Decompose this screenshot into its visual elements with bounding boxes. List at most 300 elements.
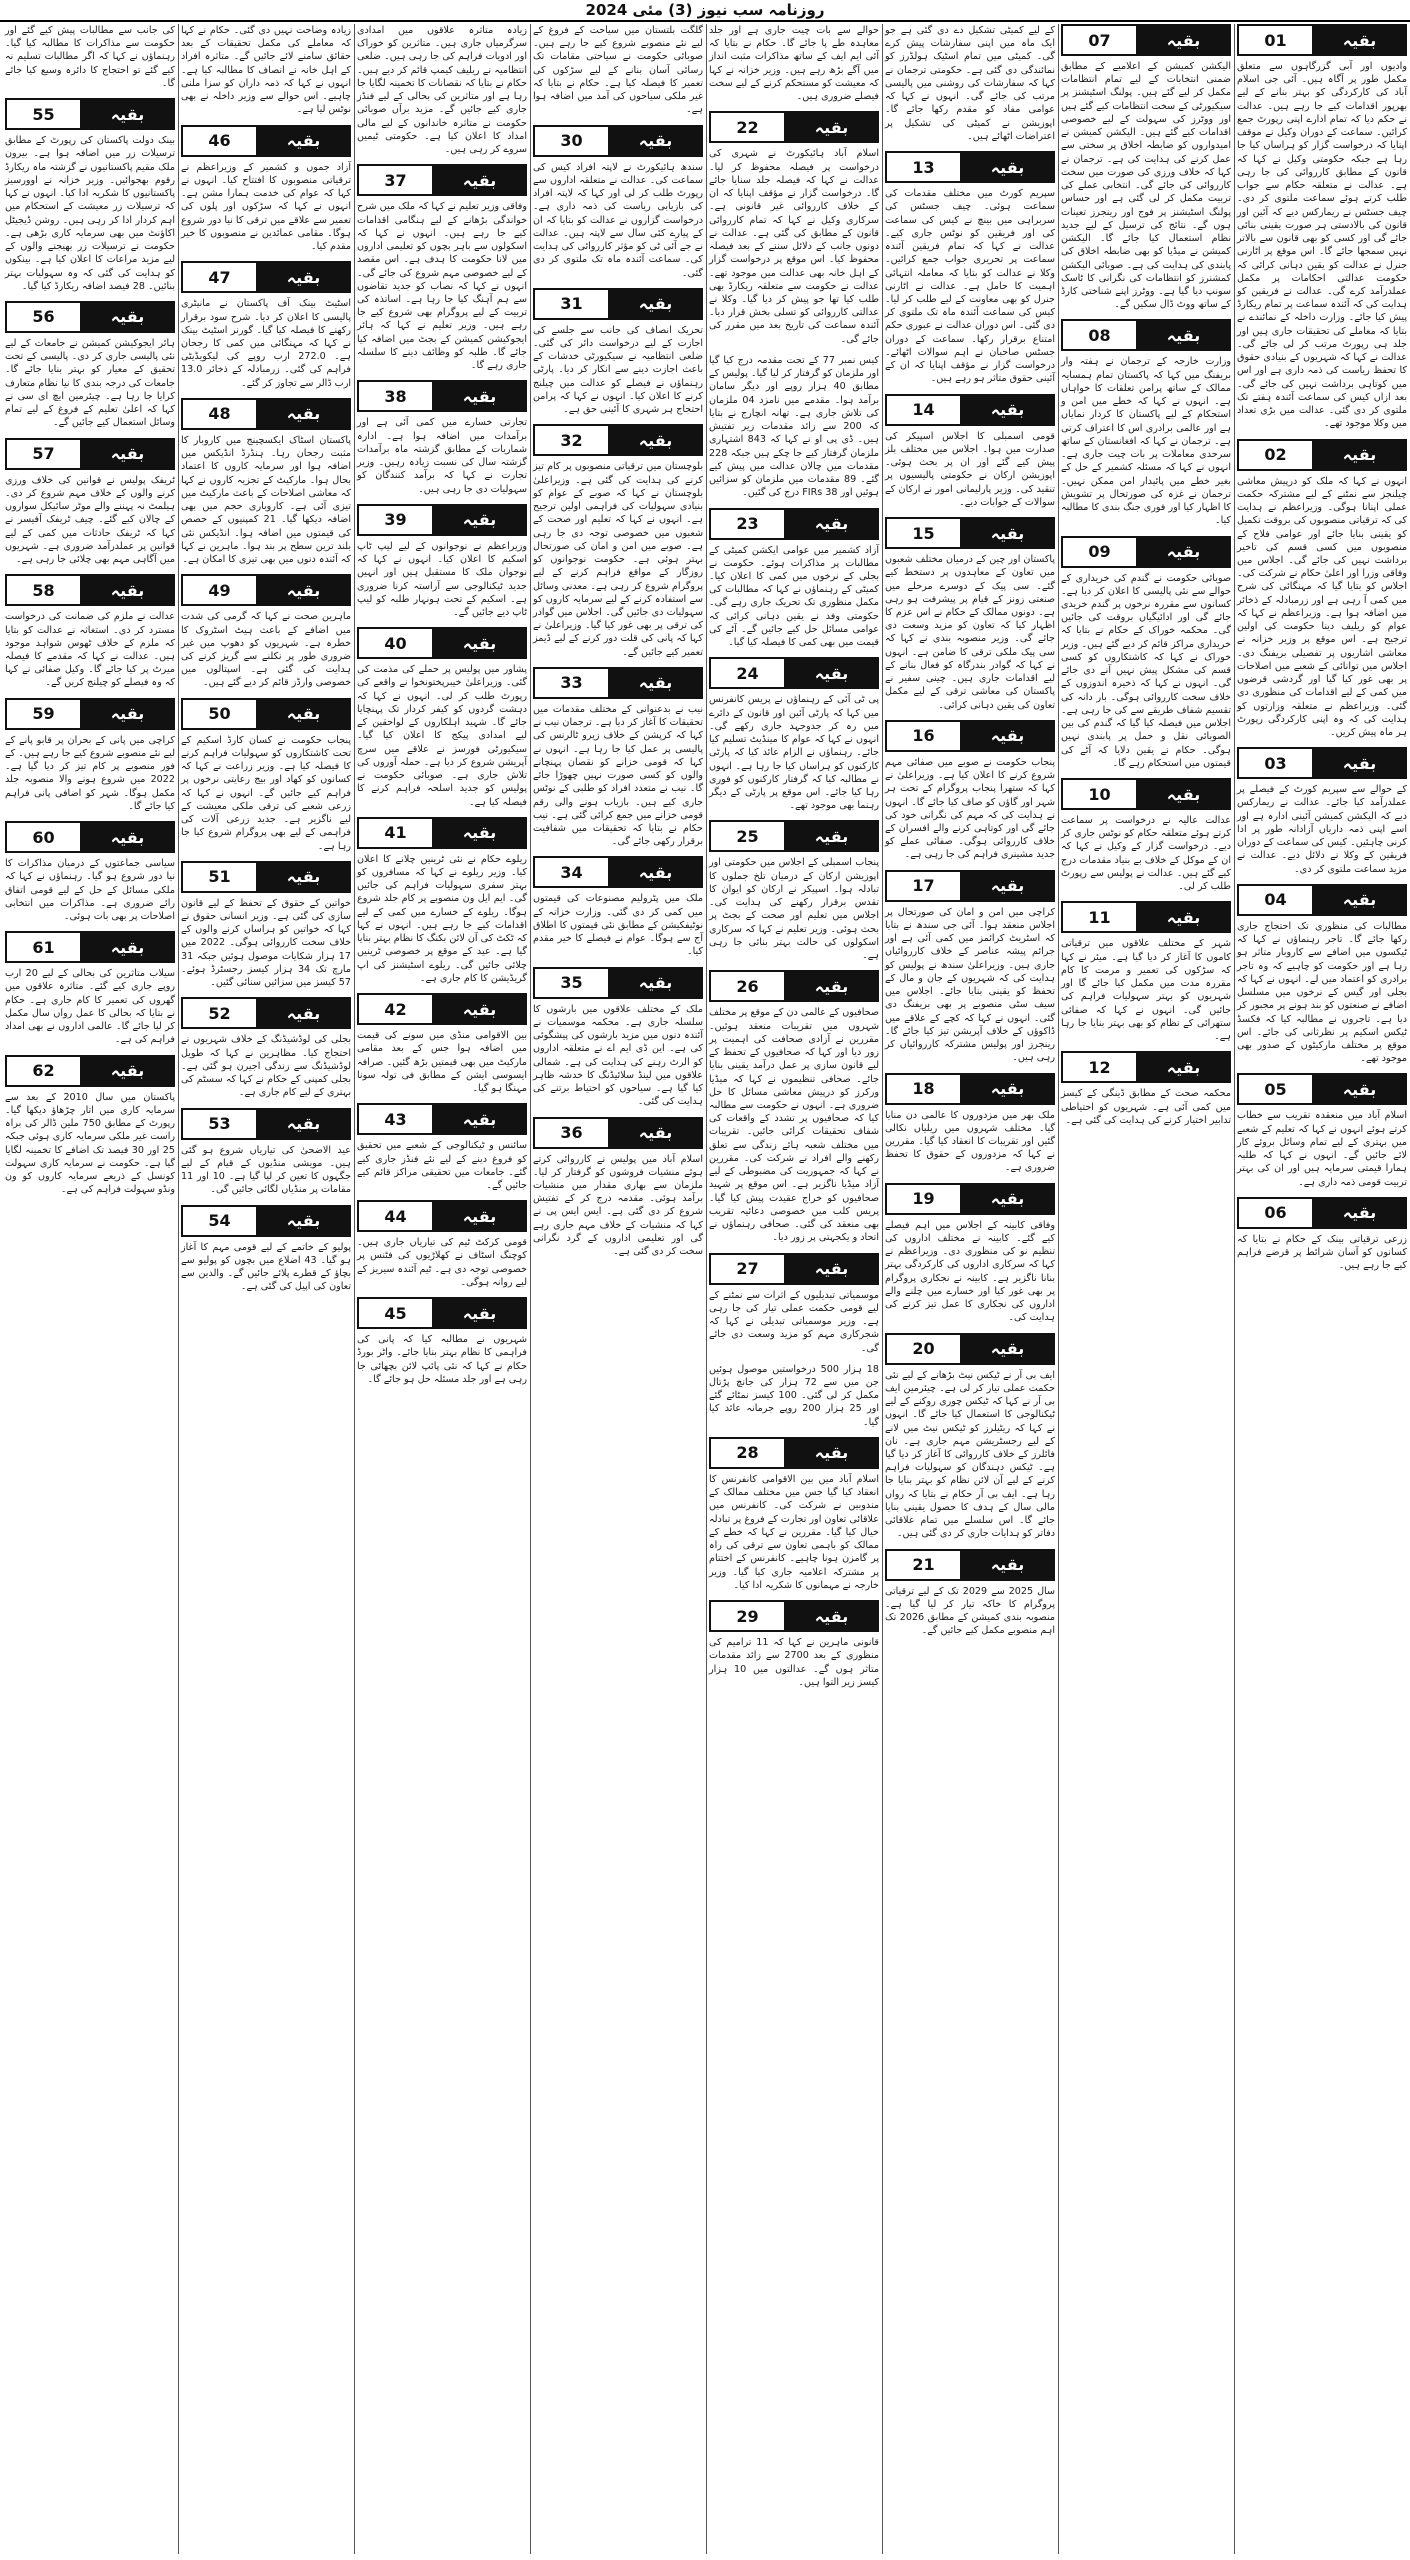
- continuation-number: 25: [711, 822, 786, 850]
- baqiya-badge: بقیہ: [962, 1335, 1053, 1363]
- continuation-header: [885, 1073, 1055, 1105]
- continuation-number: 35: [535, 969, 610, 997]
- baqiya-badge: بقیہ: [962, 519, 1053, 547]
- article-text: شہر کے مختلف علاقوں میں ترقیاتی کاموں کا آغاز کر دیا گیا ہے۔ میئر نے کہا کہ سڑکوں کی تعمیر و مرمت کا کام مقررہ مدت میں مکمل کیا جائے گا اور شہریوں کو بہتر سہولیات فراہم کی جائیں گی۔ انہوں نے کہا کہ صفائی ستھرائی کے نظام کو بھی بہتر بنایا جا رہا ہے۔: [1061, 938, 1231, 1043]
- continuation-number: 54: [183, 1207, 258, 1235]
- continuation-number: 39: [359, 506, 434, 534]
- continuation-block: [1237, 1197, 1407, 1273]
- continuation-block: [1061, 778, 1231, 893]
- continuation-number: 12: [1063, 1053, 1138, 1081]
- continuation-header: [885, 394, 1055, 426]
- continuation-block: [181, 125, 351, 254]
- baqiya-badge: بقیہ: [258, 400, 349, 428]
- article-text: بین الاقوامی منڈی میں سونے کی قیمت میں اضافہ ہوا جس کے بعد مقامی مارکیٹ میں بھی قیمتیں بڑھ گئیں۔ صرافہ ایسوسی ایشن کے مطابق فی تولہ سونا مہنگا ہو گیا۔: [357, 1030, 527, 1095]
- continuation-header: [181, 1205, 351, 1237]
- continuation-header: [357, 627, 527, 659]
- continuation-block: [533, 24, 703, 117]
- continuation-block: [1237, 1073, 1407, 1188]
- continuation-number: 36: [535, 1119, 610, 1147]
- continuation-header: [885, 1183, 1055, 1215]
- article-text: پاکستان اور چین کے درمیان مختلف شعبوں میں تعاون کے معاہدوں پر دستخط کیے گئے۔ سی پیک کے دوسرے مرحلے میں صنعتی زونز کے قیام پر پیشرفت ہو رہی ہے۔ دونوں ممالک کے حکام نے اس عزم کا اظہار کیا کہ تعاون کو مزید وسعت دی جائے گی۔ وزیر منصوبہ بندی نے کہا کہ سی پیک ملکی ترقی کا ضامن ہے۔ انہوں نے کہا کہ گوادر بندرگاہ کو فعال بنانے کے لیے اقدامات جاری ہیں۔ چینی سفیر نے پاکستان کی معاشی ترقی کے لیے مکمل تعاون کی یقین دہانی کرائی۔: [885, 554, 1055, 711]
- continuation-number: 52: [183, 999, 258, 1027]
- continuation-block: [533, 856, 703, 958]
- continuation-number: 43: [359, 1105, 434, 1133]
- continuation-number: 18: [887, 1075, 962, 1103]
- continuation-number: 60: [7, 823, 82, 851]
- continuation-block: [181, 574, 351, 689]
- article-text: سیلاب متاثرین کی بحالی کے لیے 20 ارب روپے جاری کیے گئے۔ متاثرہ علاقوں میں گھروں کی تعمیر کا کام جاری ہے۔ حکام نے بتایا کہ بحالی کا عمل رواں سال مکمل کر لیا جائے گا۔ عالمی اداروں نے بھی امداد فراہم کی ہے۔: [5, 968, 176, 1046]
- baqiya-badge: بقیہ: [258, 127, 349, 155]
- article-text: پنجاب حکومت نے صوبے میں صفائی مہم شروع کرنے کا اعلان کیا ہے۔ وزیراعلیٰ نے کہا کہ ستھرا پنجاب پروگرام کے تحت ہر شہر اور گاؤں کو صاف کیا جائے گا۔ انہوں نے ہدایت کی کہ مہم کی نگرانی خود کی جائے گی اور کوتاہی کرنے والے افسران کے خلاف کارروائی ہوگی۔ صفائی عملے کو جدید مشینری فراہم کی جا رہی ہے۔: [885, 756, 1055, 861]
- continuation-header: [1061, 901, 1231, 933]
- continuation-header: [181, 574, 351, 606]
- continuation-block: [5, 98, 175, 293]
- continuation-header: [357, 993, 527, 1025]
- continuation-block: [181, 861, 351, 990]
- continuation-header: [885, 720, 1055, 752]
- continuation-header: [1237, 439, 1407, 471]
- newspaper-masthead: روزنامہ سب نیوز (3) مئی 2024: [585, 1, 825, 19]
- article-text: پاکستان میں سال 2010 کے بعد سے سرمایہ کاری میں اتار چڑھاؤ دیکھا گیا۔ رپورٹ کے مطابق 750 ملین ڈالر کی براہ راست غیر ملکی سرمایہ کاری ہوئی جبکہ 25 اور 30 فیصد تک اضافے کا تخمینہ لگایا گیا ہے۔ حکومت نے سرمایہ کاری سہولت کونسل کے ذریعے سرمایہ کاروں کو ون ونڈو سہولت فراہم کی ہے۔: [5, 1091, 176, 1196]
- continuation-header: [357, 504, 527, 536]
- article-text: نیب نے بدعنوانی کے مختلف مقدمات میں تحقیقات کا آغاز کر دیا ہے۔ ترجمان نیب نے کہا کہ کرپشن کے خلاف زیرو ٹالرنس کی پالیسی پر عمل کیا جا رہا ہے۔ انہوں نے کہا کہ قومی خزانے کو نقصان پہنچانے والوں کو کسی صورت نہیں چھوڑا جائے گا۔ نیب نے متعدد افراد کو طلبی کے نوٹس جاری کیے ہیں۔ بازیاب ہونے والی رقم قومی خزانے میں جمع کرائی گئی ہے۔ نیب حکام نے بتایا کہ تحقیقات میں شفافیت برقرار رکھی جائے گی۔: [533, 703, 703, 848]
- continuation-number: 20: [887, 1335, 962, 1363]
- news-column: [2, 24, 178, 2554]
- article-text: وفاقی کابینہ کے اجلاس میں اہم فیصلے کیے گئے۔ کابینہ نے مختلف اداروں کی تنظیم نو کی منظوری دی۔ وزیراعظم نے کہا کہ سرکاری اداروں کی کارکردگی بہتر بنانا ناگزیر ہے۔ کابینہ نے نجکاری پروگرام پر بھی غور کیا اور خسارے میں چلنے والے اداروں کی نجکاری کا عمل تیز کرنے کی ہدایت کی۔: [885, 1219, 1055, 1324]
- baqiya-badge: بقیہ: [1314, 1199, 1405, 1227]
- continuation-header: [885, 1333, 1055, 1365]
- baqiya-badge: بقیہ: [1314, 26, 1405, 54]
- baqiya-badge: بقیہ: [610, 426, 701, 454]
- continuation-block: [357, 817, 527, 985]
- continuation-block: [357, 993, 527, 1095]
- continuation-number: 44: [359, 1202, 434, 1230]
- continuation-header: [885, 1549, 1055, 1581]
- article-text: پنجاب اسمبلی کے اجلاس میں حکومتی اور اپوزیشن ارکان کے درمیان تلخ جملوں کا تبادلہ ہوا۔ اسپیکر نے ارکان کو ایوان کا تقدس برقرار رکھنے کی ہدایت کی۔ اجلاس میں تعلیم اور صحت کے بجٹ پر بحث ہوئی۔ وزیر تعلیم نے کہا کہ سرکاری اسکولوں کی حالت بہتر بنائی جا رہی ہے۔: [709, 857, 879, 962]
- article-text: کے لیے کمیٹی تشکیل دے دی گئی ہے جو ایک ماہ میں اپنی سفارشات پیش کرے گی۔ کمیٹی میں تمام اسٹیک ہولڈرز کو نمائندگی دی گئی ہے۔ حکومتی ترجمان نے کہا کہ سفارشات کی روشنی میں پالیسی مرتب کی جائے گی۔ انہوں نے کہا کہ عوامی مفاد کو مقدم رکھا جائے گا۔ اپوزیشن نے کمیٹی کی تشکیل پر اعتراضات اٹھائے ہیں۔: [885, 25, 1055, 142]
- continuation-block: [357, 1200, 527, 1289]
- baqiya-badge: بقیہ: [82, 823, 173, 851]
- article-text: زیادہ متاثرہ علاقوں میں امدادی سرگرمیاں جاری ہیں۔ متاثرین کو خوراک اور ادویات فراہم کی جا رہی ہیں۔ ضلعی انتظامیہ نے ریلیف کیمپ قائم کر دیے ہیں۔ حکام نے بتایا کہ نقصانات کا تخمینہ لگایا جا رہا ہے اور متاثرین کی بحالی کے لیے فنڈز جاری کیے جائیں گے۔ مزید برآں صوبائی حکومت نے متاثرہ خاندانوں کے لیے مالی امداد کا اعلان کیا ہے۔ حکومتی ٹیمیں سروے کر رہی ہیں۔: [357, 25, 527, 156]
- continuation-block: [1061, 536, 1231, 771]
- continuation-block: [709, 1253, 879, 1355]
- article-text: تجارتی خسارے میں کمی آئی ہے اور برآمدات میں اضافہ ہوا ہے۔ ادارہ شماریات کے مطابق گزشتہ ماہ برآمدات گزشتہ سال کی نسبت زیادہ رہیں۔ وزیر تجارت نے کہا کہ برآمد کنندگان کو سہولیات دی جا رہی ہیں۔: [357, 417, 527, 495]
- baqiya-badge: بقیہ: [610, 969, 701, 997]
- baqiya-badge: بقیہ: [258, 700, 349, 728]
- baqiya-badge: بقیہ: [786, 1602, 877, 1630]
- continuation-block: [885, 870, 1055, 1065]
- baqiya-badge: بقیہ: [434, 629, 525, 657]
- baqiya-badge: بقیہ: [82, 1057, 173, 1085]
- baqiya-badge: بقیہ: [962, 396, 1053, 424]
- continuation-header: [181, 398, 351, 430]
- continuation-number: 21: [887, 1551, 962, 1579]
- baqiya-badge: بقیہ: [258, 263, 349, 291]
- continuation-header: [533, 967, 703, 999]
- continuation-header: [885, 870, 1055, 902]
- continuation-header: [709, 1437, 879, 1469]
- baqiya-badge: بقیہ: [962, 722, 1053, 750]
- article-text: ملک کے مختلف علاقوں میں بارشوں کا سلسلہ جاری ہے۔ محکمہ موسمیات نے آئندہ دنوں میں مزید بارشوں کی پیشگوئی کی ہے۔ این ڈی ایم اے نے متعلقہ اداروں کو الرٹ رہنے کی ہدایت کی ہے۔ شمالی علاقوں میں لینڈ سلائیڈنگ کا خدشہ ظاہر کیا گیا ہے۔ سیاحوں کو احتیاط برتنے کی ہدایت کی گئی۔: [533, 1003, 703, 1108]
- continuation-header: [709, 1253, 879, 1285]
- article-text: بینک دولت پاکستان کی رپورٹ کے مطابق ترسیلات زر میں اضافہ ہوا ہے۔ بیرون ملک مقیم پاکستانیوں نے گزشتہ ماہ ریکارڈ رقوم بھجوائیں۔ وزیر خزانہ نے اوورسیز پاکستانیوں کا شکریہ ادا کیا۔ انہوں نے کہا کہ ترسیلات زر معیشت کے استحکام میں اہم کردار ادا کر رہی ہیں۔ روشن ڈیجیٹل اکاؤنٹ میں بھی سرمایہ کاری بڑھی ہے۔ حکومت نے ترسیلات زر بھیجنے والوں کے لیے مزید مراعات کا اعلان کیا ہے۔ بینکوں کو ہدایت کی گئی کہ وہ سہولیات بہتر بنائیں۔ 28 فیصد اضافہ ریکارڈ کیا گیا۔: [5, 135, 175, 292]
- article-text: وادیوں اور آبی گزرگاہوں سے متعلق مکمل طور پر آگاہ ہیں۔ آئی جی اسلام آباد کی کارکردگی کو بہتر بنانے کے لیے بھرپور اقدامات کیے جا رہے ہیں۔ عدالت نے حکم دیا کہ تمام ادارے اپنی رپورٹ جمع کرائیں۔ سماعت کے دوران وکیل نے موقف اپنایا کہ درخواست گزار کو ہراساں کیا جا رہا ہے جبکہ حکومتی وکیل نے کہا کہ قانون کے مطابق کارروائی کی جا رہی ہے۔ عدالت نے متعلقہ حکام سے جواب طلب کرتے ہوئے سماعت ملتوی کر دی۔ چیف جسٹس نے ریمارکس دیے کہ آئین اور قانون کی بالادستی ہر صورت یقینی بنائی جائے گی اور کسی کو بھی قانون سے بالاتر نہیں سمجھا جائے گا۔ اس موقع پر اٹارنی جنرل نے عدالت کو یقین دہانی کرائی کہ حکومت عدالتی احکامات پر مکمل عملدرآمد کرے گی۔ عدالت نے فریقین کو ہدایت کی کہ آئندہ سماعت پر تمام ریکارڈ پیش کیا جائے۔ وزارت داخلہ کے نمائندے نے بتایا کہ معاملے کی تحقیقات جاری ہیں اور جلد ہی رپورٹ مرتب کر لی جائے گی۔ عدالت نے کہا کہ شہریوں کے بنیادی حقوق کا تحفظ ریاست کی ذمہ داری ہے اور اس میں کوتاہی برداشت نہیں کی جائے گی۔ بعد ازاں کیس کی سماعت آئندہ ہفتے تک ملتوی کر دی گئی۔ عدالت میں بڑی تعداد میں وکلا موجود تھے۔: [1237, 61, 1407, 430]
- baqiya-badge: بقیہ: [434, 1299, 525, 1327]
- baqiya-badge: بقیہ: [258, 1110, 349, 1138]
- continuation-block: [357, 1297, 527, 1386]
- baqiya-badge: بقیہ: [1138, 1053, 1229, 1081]
- article-text: موسمیاتی تبدیلیوں کے اثرات سے نمٹنے کے لیے قومی حکمت عملی تیار کی جا رہی ہے۔ وزیر موسمیاتی تبدیلی نے کہا کہ شجرکاری مہم کو مزید وسعت دی جائے گی۔: [709, 1289, 879, 1354]
- continuation-block: [1061, 901, 1231, 1043]
- continuation-number: 58: [7, 576, 82, 604]
- continuation-number: 29: [711, 1602, 786, 1630]
- continuation-block: [357, 164, 527, 372]
- article-text: حوالے سے بات چیت جاری ہے اور جلد معاہدہ طے پا جائے گا۔ حکام نے بتایا کہ آئی ایم ایف کے ساتھ مذاکرات مثبت انداز میں آگے بڑھ رہے ہیں۔ وزیر خزانہ نے کہا کہ معیشت کو مستحکم کرنے کے لیے سخت فیصلے ضروری ہیں۔: [709, 25, 879, 103]
- article-text: زرعی ترقیاتی بینک کے حکام نے بتایا کہ کسانوں کو آسان شرائط پر قرضے فراہم کیے جا رہے ہیں۔: [1237, 1233, 1407, 1272]
- baqiya-badge: بقیہ: [1314, 749, 1405, 777]
- article-text: اسلام آباد ہائیکورٹ نے شہری کی درخواست پر فیصلہ محفوظ کر لیا۔ عدالت نے کہا کہ فیصلہ جلد سنایا جائے گا۔ درخواست گزار نے مؤقف اپنایا کہ ان کے خلاف کارروائی غیر قانونی ہے۔ سرکاری وکیل نے کہا کہ تمام کارروائی قانون کے مطابق کی گئی ہے۔ عدالت نے دونوں جانب کے دلائل سننے کے بعد فیصلہ محفوظ کیا۔ اس موقع پر درخواست گزار کے اہل خانہ بھی عدالت میں موجود تھے۔ عدالت نے حکومت سے متعلقہ ریکارڈ بھی طلب کیا تھا جو پیش کر دیا گیا۔ وکلا نے عدالتی کارروائی کو تسلی بخش قرار دیا۔ آئندہ سماعت کی تاریخ بعد میں مقرر کی جائے گی۔: [709, 148, 879, 345]
- continuation-block: [5, 438, 175, 567]
- article-text: زیادہ وضاحت نہیں دی گئی۔ حکام نے کہا کہ معاملے کی مکمل تحقیقات کے بعد حقائق سامنے لائے جائیں گے۔ متاثرہ افراد کے اہل خانہ نے انصاف کا مطالبہ کیا ہے۔ انہوں نے کہا کہ ذمہ داران کو سزا ملنی چاہیے۔ اس حوالے سے وزیر داخلہ نے بھی نوٹس لیا ہے۔: [181, 25, 351, 116]
- baqiya-badge: بقیہ: [258, 1207, 349, 1235]
- article-text: ہائر ایجوکیشن کمیشن نے جامعات کے لیے نئی پالیسی جاری کر دی۔ پالیسی کے تحت تحقیق کے معیار کو بہتر بنایا جائے گا۔ جامعات کی درجہ بندی کا نیا نظام متعارف کرایا جا رہا ہے۔ چیئرمین ایچ ای سی نے کہا کہ اعلیٰ تعلیم کے فروغ کے لیے تمام وسائل استعمال کیے جائیں گے۔: [5, 337, 175, 429]
- continuation-header: [1237, 747, 1407, 779]
- baqiya-badge: بقیہ: [610, 669, 701, 697]
- continuation-block: [709, 508, 879, 650]
- continuation-block: [885, 720, 1055, 862]
- continuation-number: 03: [1239, 749, 1314, 777]
- article-text: شہریوں نے مطالبہ کیا کہ پانی کی فراہمی کا نظام بہتر بنایا جائے۔ واٹر بورڈ حکام نے کہا کہ نئی پائپ لائن بچھائی جا رہی ہے اور جلد مسئلہ حل ہو جائے گا۔: [357, 1334, 527, 1385]
- continuation-block: [533, 1117, 703, 1259]
- continuation-number: 53: [183, 1110, 258, 1138]
- continuation-number: 33: [535, 669, 610, 697]
- article-text: کیس نمبر 77 کے تحت مقدمہ درج کیا گیا اور ملزمان کو گرفتار کر لیا گیا۔ پولیس کے مطابق 40 ہزار روپے اور دیگر سامان برآمد ہوا۔ مقدمے میں نامزد 04 ملزمان کی تلاش جاری ہے۔ تھانہ انچارج نے بتایا کہ 200 سے زائد مقدمات زیر تفتیش ہیں۔ ڈی پی او نے کہا کہ 843 اشتہاری ملزمان گرفتار کیے جا چکے ہیں جبکہ 228 مقدمات میں چالان عدالت میں پیش کیے گئے۔ 89 مقدمات میں ملزمان کو سزائیں ہوئیں اور 38 FIRs درج کی گئیں۔: [709, 354, 880, 499]
- baqiya-badge: بقیہ: [434, 819, 525, 847]
- column-divider: [530, 24, 531, 2554]
- continuation-block: [709, 111, 879, 346]
- continuation-header: [357, 1103, 527, 1135]
- continuation-number: 55: [7, 100, 82, 128]
- baqiya-badge: بقیہ: [82, 303, 173, 331]
- continuation-header: [1061, 319, 1231, 351]
- continuation-header: [181, 698, 351, 730]
- baqiya-badge: بقیہ: [962, 1185, 1053, 1213]
- continuation-number: 41: [359, 819, 434, 847]
- news-column: [530, 24, 706, 2554]
- article-text: سال 2025 سے 2029 تک کے لیے ترقیاتی پروگرام کا خاکہ تیار کر لیا گیا ہے۔ منصوبہ بندی کمیشن کے مطابق 2026 تک اہم منصوبے مکمل کیے جائیں گے۔: [885, 1585, 1056, 1637]
- article-text: ملک بھر میں مزدوروں کا عالمی دن منایا گیا۔ مختلف شہروں میں ریلیاں نکالی گئیں اور تقریبات کا انعقاد کیا گیا۔ مقررین نے کہا کہ مزدوروں کے حقوق کا تحفظ ضروری ہے۔: [885, 1109, 1055, 1174]
- continuation-block: [709, 970, 879, 1244]
- continuation-block: [885, 1549, 1055, 1638]
- column-divider: [178, 24, 179, 2554]
- continuation-block: [885, 24, 1055, 143]
- continuation-header: [5, 821, 175, 853]
- continuation-number: 17: [887, 872, 962, 900]
- article-text: قانونی ماہرین نے کہا کہ 11 ترامیم کی منظوری کے بعد 2700 سے زائد مقدمات متاثر ہوں گے۔ عدالتوں میں 10 ہزار کیسز زیر التوا ہیں۔: [709, 1637, 879, 1688]
- article-text: بجلی کی لوڈشیڈنگ کے خلاف شہریوں نے احتجاج کیا۔ مظاہرین نے کہا کہ طویل لوڈشیڈنگ سے زندگی اجیرن ہو گئی ہے۔ بجلی کمپنی کے حکام نے کہا کہ سسٹم کی بہتری کے لیے کام جاری ہے۔: [181, 1034, 351, 1099]
- column-divider: [1058, 24, 1059, 2554]
- continuation-number: 23: [711, 510, 786, 538]
- continuation-number: 56: [7, 303, 82, 331]
- baqiya-badge: بقیہ: [1314, 441, 1405, 469]
- continuation-header: [709, 820, 879, 852]
- article-text: صحافیوں کے عالمی دن کے موقع پر مختلف شہروں میں تقریبات منعقد ہوئیں۔ مقررین نے آزادی صحافت کی اہمیت پر زور دیا اور کہا کہ صحافیوں کے تحفظ کے لیے قانون سازی پر عمل درآمد یقینی بنایا جائے۔ صحافی تنظیموں نے کہا کہ میڈیا ورکرز کو درپیش معاشی مسائل کا حل ضروری ہے۔ انہوں نے حکومت سے مطالبہ کیا کہ صحافیوں پر تشدد کے واقعات کی شفاف تحقیقات کرائی جائیں۔ تقریبات میں مختلف شعبہ ہائے زندگی سے تعلق رکھنے والے افراد نے شرکت کی۔ مقررین نے کہا کہ جمہوریت کی مضبوطی کے لیے آزاد میڈیا ناگزیر ہے۔ اس موقع پر شہید صحافیوں کو خراج عقیدت پیش کیا گیا۔ پریس کلب میں خصوصی دعائیہ تقریب بھی منعقد کی گئی۔ صحافی رہنماؤں نے اتحاد و یکجہتی پر زور دیا۔: [709, 1007, 879, 1244]
- continuation-block: [533, 424, 703, 659]
- baqiya-badge: بقیہ: [434, 506, 525, 534]
- baqiya-badge: بقیہ: [82, 100, 173, 128]
- continuation-header: [1061, 24, 1231, 56]
- continuation-number: 06: [1239, 1199, 1314, 1227]
- news-column: [1058, 24, 1234, 2554]
- article-text: انہوں نے کہا کہ ملک کو درپیش معاشی چیلنجز سے نمٹنے کے لیے مشترکہ حکمت عملی اپنانا ہوگی۔ وزیراعظم نے ہدایت کی کہ ترقیاتی منصوبوں کی بروقت تکمیل کو یقینی بنایا جائے اور عوامی فلاح کے منصوبوں میں کسی قسم کی تاخیر برداشت نہیں کی جائے گی۔ اجلاس میں وفاقی وزرا اور اعلیٰ حکام نے شرکت کی۔ اجلاس کو بتایا گیا کہ مہنگائی کی شرح میں کمی آ رہی ہے اور زرمبادلہ کے ذخائر میں اضافہ ہوا ہے۔ وزیراعظم نے کہا کہ عوام کو ریلیف دینا حکومت کی اولین ترجیح ہے۔ اس موقع پر وزیر خزانہ نے معاشی اشاریوں پر تفصیلی بریفنگ دی۔ اجلاس میں توانائی کے شعبے میں اصلاحات پر بھی غور کیا گیا اور گردشی قرضوں میں کمی کے لیے اقدامات کی منظوری دی گئی۔ وزیراعظم نے متعلقہ وزارتوں کو ہدایت کی کہ وہ اپنی کارکردگی رپورٹ ہر ماہ پیش کریں۔: [1237, 475, 1407, 739]
- article-text: صوبائی حکومت نے گندم کی خریداری کے حوالے سے نئی پالیسی کا اعلان کر دیا ہے۔ کسانوں سے مقررہ نرخوں پر گندم خریدی جائے گی اور ادائیگیاں بروقت کی جائیں گی۔ محکمہ خوراک کے حکام نے بتایا کہ خریداری مراکز قائم کر دیے گئے ہیں۔ وزیر خوراک نے کہا کہ کاشتکاروں کو کسی قسم کی مشکل پیش نہیں آنے دی جائے گی۔ انہوں نے کہا کہ ذخیرہ اندوزوں کے خلاف سخت کارروائی ہوگی۔ بار دانہ کی تقسیم شفاف طریقے سے کی جا رہی ہے۔ اجلاس میں فیصلہ کیا گیا کہ گندم کی بین الصوبائی نقل و حمل پر پابندی نہیں ہوگی۔ حکام نے یقین دلایا کہ آٹے کی قیمتوں میں استحکام رہے گا۔: [1061, 572, 1231, 769]
- continuation-number: 38: [359, 382, 434, 410]
- news-column: [1234, 24, 1410, 2554]
- continuation-header: [181, 997, 351, 1029]
- column-divider: [882, 24, 883, 2554]
- continuation-block: [357, 504, 527, 619]
- continuation-header: [357, 817, 527, 849]
- continuation-number: 61: [7, 933, 82, 961]
- continuation-block: [709, 820, 879, 962]
- continuation-number: 27: [711, 1255, 786, 1283]
- continuation-number: 30: [535, 127, 610, 155]
- continuation-block: [885, 1183, 1055, 1325]
- baqiya-badge: بقیہ: [962, 1075, 1053, 1103]
- continuation-block: [357, 24, 527, 156]
- article-text: 18 ہزار 500 درخواستیں موصول ہوئیں جن میں سے 72 ہزار کی جانچ پڑتال مکمل کر لی گئی۔ 100 کیسز نمٹائے گئے اور 25 ہزار 200 روپے جرمانہ عائد کیا گیا۔: [709, 1363, 880, 1428]
- continuation-header: [5, 574, 175, 606]
- continuation-block: [709, 354, 879, 500]
- article-text: ماہرین صحت نے کہا کہ گرمی کی شدت میں اضافے کے باعث ہیٹ اسٹروک کا خطرہ ہے۔ شہریوں کو دھوپ میں غیر ضروری طور پر نکلنے سے گریز کرنے کی ہدایت کی گئی ہے۔ اسپتالوں میں خصوصی وارڈز قائم کر دیے گئے ہیں۔: [181, 611, 351, 689]
- continuation-header: [709, 657, 879, 689]
- continuation-header: [885, 151, 1055, 183]
- continuation-block: [181, 1205, 351, 1294]
- article-text: آزاد جموں و کشمیر کے وزیراعظم نے ترقیاتی منصوبوں کا افتتاح کیا۔ انہوں نے کہا کہ عوام کی خدمت ہمارا مشن ہے۔ انہوں نے کہا کہ سڑکوں اور پلوں کی تعمیر سے علاقے میں ترقی کا نیا دور شروع ہوگا۔ مقامی عمائدین نے منصوبوں کا خیر مقدم کیا۔: [181, 161, 351, 253]
- continuation-block: [709, 1437, 879, 1592]
- continuation-block: [181, 997, 351, 1099]
- continuation-number: 15: [887, 519, 962, 547]
- continuation-header: [181, 861, 351, 893]
- continuation-number: 49: [183, 576, 258, 604]
- article-text: عدالت عالیہ نے درخواست پر سماعت کرتے ہوئے متعلقہ حکام کو نوٹس جاری کر دیے۔ درخواست گزار کے وکیل نے کہا کہ ان کے موکل کے خلاف بے بنیاد مقدمات درج کیے گئے ہیں۔ عدالت نے پولیس سے رپورٹ طلب کر لی۔: [1061, 815, 1231, 893]
- continuation-number: 24: [711, 659, 786, 687]
- continuation-header: [1061, 778, 1231, 810]
- continuation-number: 28: [711, 1439, 786, 1467]
- baqiya-badge: بقیہ: [434, 382, 525, 410]
- baqiya-badge: بقیہ: [258, 576, 349, 604]
- article-text: پاکستان اسٹاک ایکسچینج میں کاروبار کا مثبت رجحان رہا۔ ہنڈرڈ انڈیکس میں اضافہ ہوا اور سرمایہ کاروں کا اعتماد بحال ہوا۔ مارکیٹ کے تجزیہ کاروں نے کہا کہ معاشی اصلاحات کے باعث مارکیٹ میں تیزی آئی ہے۔ کاروباری حجم میں بھی اضافہ دیکھا گیا۔ 21 کمپنیوں کے حصص کی قیمتوں میں اضافہ ہوا۔ انڈیکس نئی بلند ترین سطح پر بند ہوا۔ ماہرین نے کہا کہ آئندہ دنوں میں بھی تیزی کا امکان ہے۔: [181, 434, 351, 566]
- baqiya-badge: بقیہ: [434, 166, 525, 194]
- continuation-number: 40: [359, 629, 434, 657]
- continuation-header: [357, 164, 527, 196]
- continuation-header: [533, 667, 703, 699]
- article-text: عدالت نے ملزم کی ضمانت کی درخواست مسترد کر دی۔ استغاثہ نے عدالت کو بتایا کہ ملزم کے خلاف ٹھوس شواہد موجود ہیں۔ عدالت نے کہا کہ مقدمے کا فیصلہ میرٹ پر کیا جائے گا۔ وکیل صفائی نے کہا کہ وہ فیصلے کو چیلنج کریں گے۔: [5, 611, 175, 689]
- continuation-header: [357, 380, 527, 412]
- continuation-block: [533, 288, 703, 417]
- continuation-block: [1061, 319, 1231, 527]
- continuation-block: [5, 574, 175, 689]
- article-text: سائنس و ٹیکنالوجی کے شعبے میں تحقیق کو فروغ دینے کے لیے نئے فنڈز جاری کیے گئے۔ جامعات میں تحقیقی مراکز قائم کیے جائیں گے۔: [357, 1140, 527, 1191]
- continuation-block: [709, 657, 879, 812]
- continuation-number: 07: [1063, 26, 1138, 54]
- continuation-number: 51: [183, 863, 258, 891]
- continuation-block: [533, 667, 703, 849]
- article-text: قومی اسمبلی کا اجلاس اسپیکر کی صدارت میں ہوا۔ اجلاس میں مختلف بلز پیش کیے گئے اور ان پر بحث ہوئی۔ اپوزیشن ارکان نے حکومتی پالیسیوں پر تنقید کی۔ وزیر پارلیمانی امور نے ارکان کے سوالات کے جوابات دیے۔: [885, 430, 1055, 508]
- continuation-number: 02: [1239, 441, 1314, 469]
- column-divider: [706, 24, 707, 2554]
- continuation-header: [533, 424, 703, 456]
- article-text: اسلام آباد میں منعقدہ تقریب سے خطاب کرتے ہوئے انہوں نے کہا کہ تعلیم کے شعبے میں بہتری کے لیے تمام وسائل بروئے کار لائے جائیں گے۔ انہوں نے کہا کہ طلبہ ہمارا قیمتی سرمایہ ہیں اور ان کی بہتر تربیت قومی ذمہ داری ہے۔: [1237, 1110, 1407, 1188]
- continuation-block: [885, 1073, 1055, 1175]
- continuation-number: 47: [183, 263, 258, 291]
- baqiya-badge: بقیہ: [82, 933, 173, 961]
- article-text: اسٹیٹ بینک آف پاکستان نے مانیٹری پالیسی کا اعلان کر دیا۔ شرح سود برقرار رکھنے کا فیصلہ کیا گیا۔ گورنر اسٹیٹ بینک نے کہا کہ مہنگائی میں کمی کا رجحان ہے۔ 272.0 ارب روپے کی لیکویڈیٹی فراہم کی گئی۔ زرمبادلہ کے ذخائر 13.0 ارب ڈالر سے تجاوز کر گئے۔: [181, 298, 351, 389]
- baqiya-badge: بقیہ: [610, 1119, 701, 1147]
- news-column: [178, 24, 354, 2554]
- continuation-block: [5, 24, 175, 90]
- article-text: آزاد کشمیر میں عوامی ایکشن کمیٹی کے مطالبات پر مذاکرات ہوئے۔ حکومت نے بجلی کے نرخوں میں کمی کا اعلان کیا۔ کمیٹی کے رہنماؤں نے کہا کہ مطالبات کی مکمل منظوری تک تحریک جاری رہے گی۔ حکومتی وفد نے یقین دہانی کرائی کہ عوامی مسائل حل کیے جائیں گے۔ آٹے کی قیمت میں بھی کمی کا فیصلہ کیا گیا۔: [709, 544, 879, 649]
- continuation-block: [885, 1333, 1055, 1541]
- baqiya-badge: بقیہ: [258, 999, 349, 1027]
- continuation-block: [1061, 1051, 1231, 1127]
- continuation-number: 34: [535, 858, 610, 886]
- baqiya-badge: بقیہ: [1314, 1075, 1405, 1103]
- continuation-number: 45: [359, 1299, 434, 1327]
- article-text: ٹریفک پولیس نے قوانین کی خلاف ورزی کرنے والوں کے خلاف مہم شروع کر دی۔ ہیلمٹ نہ پہننے والے موٹر سائیکل سواروں کے چالان کیے گئے۔ چیف ٹریفک آفیسر نے کہا کہ ٹریفک حادثات میں کمی کے لیے قوانین پر عملدرآمد ضروری ہے۔ شہریوں میں آگاہی مہم بھی چلائی جا رہی ہے۔: [5, 474, 175, 566]
- continuation-header: [1061, 1051, 1231, 1083]
- article-text: کی جانب سے مطالبات پیش کیے گئے اور حکومت سے مذاکرات کا مطالبہ کیا گیا۔ رہنماؤں نے کہا کہ اگر مطالبات تسلیم نہ کیے گئے تو احتجاج کا دائرہ وسیع کیا جائے گا۔: [5, 25, 175, 89]
- article-text: پولیو کے خاتمے کے لیے قومی مہم کا آغاز ہو گیا۔ 43 اضلاع میں بچوں کو پولیو سے بچاؤ کے قطرے پلائے جائیں گے۔ والدین سے تعاون کی اپیل کی گئی ہے۔: [181, 1241, 351, 1293]
- continuation-header: [357, 1297, 527, 1329]
- baqiya-badge: بقیہ: [1138, 26, 1229, 54]
- baqiya-badge: بقیہ: [786, 822, 877, 850]
- article-text: سندھ ہائیکورٹ نے لاپتہ افراد کیس کی سماعت کی۔ عدالت نے متعلقہ اداروں سے رپورٹ طلب کر لی اور کہا کہ لاپتہ افراد کی بازیابی ریاست کی ذمہ داری ہے۔ درخواست گزاروں نے عدالت کو بتایا کہ ان کے پیارے کئی سال سے لاپتہ ہیں۔ عدالت نے جے آئی ٹی کو مؤثر کارروائی کی ہدایت کی۔ سماعت آئندہ ماہ تک ملتوی کر دی گئی۔: [533, 161, 703, 279]
- continuation-block: [5, 698, 175, 813]
- continuation-header: [885, 517, 1055, 549]
- article-text: وفاقی وزیر تعلیم نے کہا کہ ملک میں شرح خواندگی بڑھانے کے لیے ہنگامی اقدامات کیے جا رہے ہیں۔ انہوں نے کہا کہ اسکولوں سے باہر بچوں کو تعلیمی اداروں میں لانا حکومت کا ہدف ہے۔ اس مقصد کے لیے خصوصی مہم شروع کی جائے گی۔ انہوں نے کہا کہ نصاب کو جدید تقاضوں سے ہم آہنگ کیا جا رہا ہے۔ اساتذہ کی تربیت کے لیے پروگرام بھی شروع کیے جا رہے ہیں۔ وزیر تعلیم نے کہا کہ ہائر ایجوکیشن کمیشن کے بجٹ میں اضافہ کیا جائے گا۔ طلبہ کو وظائف دینے کا سلسلہ جاری رہے گا۔: [357, 201, 527, 372]
- baqiya-badge: بقیہ: [786, 659, 877, 687]
- article-text: پی ٹی آئی کے رہنماؤں نے پریس کانفرنس میں کہا کہ پارٹی آئین اور قانون کے دائرے میں رہ کر جدوجہد جاری رکھے گی۔ انہوں نے کہا کہ عوام کا مینڈیٹ تسلیم کیا جائے۔ رہنماؤں نے الزام عائد کیا کہ پارٹی کارکنوں کو ہراساں کیا جا رہا ہے۔ انہوں نے مطالبہ کیا کہ گرفتار کارکنوں کو فوری رہا کیا جائے۔ اس موقع پر پارٹی کے دیگر رہنما بھی موجود تھے۔: [709, 694, 879, 812]
- continuation-number: 19: [887, 1185, 962, 1213]
- article-text: محکمہ صحت کے مطابق ڈینگی کے کیسز میں کمی آئی ہے۔ شہریوں کو احتیاطی تدابیر اختیار کرنے کی ہدایت کی گئی ہے۔: [1061, 1088, 1231, 1126]
- continuation-header: [533, 1117, 703, 1149]
- continuation-block: [5, 301, 175, 430]
- article-text: کراچی میں پانی کے بحران پر قابو پانے کے لیے نئے منصوبے شروع کیے جا رہے ہیں۔ کے فور منصوبے پر کام تیز کر دیا گیا ہے۔ 2022 میں شروع ہونے والا منصوبہ جلد مکمل ہوگا۔ شہر کو اضافی پانی فراہم کیا جائے گا۔: [5, 734, 175, 812]
- baqiya-badge: بقیہ: [82, 576, 173, 604]
- article-text: قومی کرکٹ ٹیم کی تیاریاں جاری ہیں۔ کوچنگ اسٹاف نے کھلاڑیوں کی فٹنس پر خصوصی توجہ دی ہے۔ ٹیم آئندہ سیریز کے لیے روانہ ہوگی۔: [357, 1237, 527, 1288]
- continuation-header: [5, 698, 175, 730]
- baqiya-badge: بقیہ: [1138, 903, 1229, 931]
- baqiya-badge: بقیہ: [82, 700, 173, 728]
- continuation-block: [1237, 747, 1407, 876]
- continuation-number: 46: [183, 127, 258, 155]
- column-divider: [1234, 24, 1235, 2554]
- continuation-block: [181, 24, 351, 117]
- continuation-block: [709, 24, 879, 103]
- baqiya-badge: بقیہ: [610, 290, 701, 318]
- article-text: کے حوالے سے سپریم کورٹ کے فیصلے پر عملدرآمد کیا جائے۔ عدالت نے ریمارکس دیے کہ الیکشن کمیشن آئینی ادارہ ہے اور اسے اپنی ذمہ داریاں آزادانہ طور پر ادا کرنی چاہئیں۔ کیس کی سماعت کے دوران فریقین کے وکلا نے دلائل دیے۔ عدالت نے مزید سماعت ملتوی کر دی۔: [1237, 784, 1407, 875]
- baqiya-badge: بقیہ: [786, 1439, 877, 1467]
- continuation-header: [5, 438, 175, 470]
- baqiya-badge: بقیہ: [610, 127, 701, 155]
- continuation-header: [181, 1108, 351, 1140]
- continuation-header: [1237, 1197, 1407, 1229]
- article-text: وزیراعظم نے نوجوانوں کے لیے لیپ ٹاپ اسکیم کا اعلان کیا۔ انہوں نے کہا کہ نوجوان ملک کا مستقبل ہیں اور انہیں جدید ٹیکنالوجی سے آراستہ کرنا ضروری ہے۔ اسکیم کے تحت ہونہار طلبہ کو لیپ ٹاپ دیے جائیں گے۔: [357, 540, 527, 618]
- baqiya-badge: بقیہ: [1138, 321, 1229, 349]
- continuation-header: [5, 98, 175, 130]
- continuation-number: 11: [1063, 903, 1138, 931]
- continuation-header: [709, 508, 879, 540]
- article-text: اسلام آباد میں بین الاقوامی کانفرنس کا انعقاد کیا گیا جس میں مختلف ممالک کے مندوبین نے شرکت کی۔ کانفرنس میں علاقائی تعاون اور تجارت کے فروغ پر تبادلہ خیال کیا گیا۔ مقررین نے کہا کہ خطے کے ممالک کو باہمی تعاون سے ترقی کی راہ پر گامزن ہونا چاہیے۔ کانفرنس کے اختتام پر مشترکہ اعلامیہ جاری کیا گیا۔ وزیر خارجہ نے مہمانوں کا شکریہ ادا کیا۔: [709, 1473, 879, 1591]
- continuation-header: [5, 1055, 175, 1087]
- article-text: گلگت بلتستان میں سیاحت کے فروغ کے لیے نئے منصوبے شروع کیے جا رہے ہیں۔ صوبائی حکومت نے سیاحتی مقامات تک رسائی آسان بنانے کے لیے سڑکوں کی تعمیر کا فیصلہ کیا ہے۔ حکام نے بتایا کہ غیر ملکی سیاحوں کی آمد میں اضافہ ہوا ہے۔: [533, 25, 703, 116]
- continuation-block: [533, 967, 703, 1109]
- news-column: [882, 24, 1058, 2554]
- article-text: بلوچستان میں ترقیاتی منصوبوں پر کام تیز کرنے کی ہدایت کی گئی ہے۔ وزیراعلیٰ بلوچستان نے کہا کہ صوبے کے عوام کو بنیادی سہولیات کی فراہمی اولین ترجیح ہے۔ انہوں نے کہا کہ تعلیم اور صحت کے شعبوں میں خصوصی توجہ دی جا رہی ہے۔ صوبے میں امن و امان کی صورتحال بہتر ہوئی ہے۔ حکومت نوجوانوں کو روزگار کے مواقع فراہم کرنے کے لیے پروگرام شروع کر رہی ہے۔ معدنی وسائل سے استفادہ کرنے کے لیے سرمایہ کاروں کو سہولیات دی جائیں گی۔ اجلاس میں گوادر کی ترقی پر بھی غور کیا گیا۔ وزیراعلیٰ نے کہا کہ پانی کی قلت دور کرنے کے لیے ڈیمز تعمیر کیے جائیں گے۔: [533, 461, 703, 658]
- continuation-number: 48: [183, 400, 258, 428]
- continuation-number: 14: [887, 396, 962, 424]
- article-text: ریلوے حکام نے نئی ٹرینیں چلانے کا اعلان کیا۔ وزیر ریلوے نے کہا کہ مسافروں کو بہتر سفری سہولیات فراہم کی جائیں گی۔ ایم ایل ون منصوبے پر کام جلد شروع ہوگا۔ ریلوے کے خسارے میں کمی کے لیے اقدامات کیے جا رہے ہیں۔ انہوں نے کہا کہ ٹکٹ کی آن لائن بکنگ کا نظام بہتر بنایا گیا ہے۔ عید کے موقع پر خصوصی ٹرینیں چلائی جائیں گی۔ ریلوے اسٹیشنز کی اپ گریڈیشن کا کام جاری ہے۔: [357, 853, 527, 984]
- article-text: پشاور میں پولیس پر حملے کی مذمت کی گئی۔ وزیراعلیٰ خیبرپختونخوا نے واقعے کی رپورٹ طلب کر لی۔ انہوں نے کہا کہ دہشت گردوں کو کیفر کردار تک پہنچایا جائے گا۔ شہید اہلکاروں کے لواحقین کے لیے امدادی پیکج کا اعلان کیا گیا۔ سیکیورٹی فورسز نے علاقے میں سرچ آپریشن شروع کر دیا ہے۔ حملہ آوروں کی تلاش جاری ہے۔ صوبائی حکومت نے پولیس کو جدید اسلحہ فراہم کرنے کا فیصلہ کیا ہے۔: [357, 664, 527, 808]
- article-text: الیکشن کمیشن کے اعلامیے کے مطابق ضمنی انتخابات کے لیے تمام انتظامات مکمل کر لیے گئے ہیں۔ پولنگ اسٹیشنز پر سیکیورٹی کے سخت انتظامات کیے گئے ہیں اور ووٹرز کی سہولت کے لیے خصوصی اقدامات کیے گئے ہیں۔ الیکشن کمیشن نے امیدواروں کو ضابطہ اخلاق پر سختی سے عمل کرنے کی ہدایت کی ہے۔ ترجمان نے کہا کہ خلاف ورزی کی صورت میں سخت کارروائی کی جائے گی۔ انتخابی عملے کی تربیت مکمل کر لی گئی ہے اور حساس پولنگ اسٹیشنز پر فوج اور رینجرز تعینات ہوں گے۔ نتائج کی ترسیل کے لیے جدید نظام استعمال کیا جائے گا۔ الیکشن کمیشن نے میڈیا کو بھی ضابطہ اخلاق کی پابندی کی ہدایت کی ہے۔ صوبائی الیکشن کمشنرز کو انتظامات کی نگرانی کا ٹاسک سونپ دیا گیا ہے۔ ووٹرز اپنے شناختی کارڈ کے ساتھ ووٹ ڈال سکیں گے۔: [1061, 61, 1231, 311]
- continuation-block: [533, 125, 703, 280]
- continuation-block: [5, 931, 175, 1046]
- continuation-number: 37: [359, 166, 434, 194]
- continuation-header: [709, 1600, 879, 1632]
- article-text: سیاسی جماعتوں کے درمیان مذاکرات کا نیا دور شروع ہو گیا۔ رہنماؤں نے کہا کہ ملکی مسائل کے حل کے لیے قومی اتفاق رائے ضروری ہے۔ مذاکرات میں انتخابی اصلاحات پر بھی بات ہوئی۔: [5, 858, 175, 923]
- continuation-number: 22: [711, 113, 786, 141]
- continuation-block: [357, 380, 527, 495]
- baqiya-badge: بقیہ: [1314, 886, 1405, 914]
- continuation-number: 13: [887, 153, 962, 181]
- continuation-number: 10: [1063, 780, 1138, 808]
- baqiya-badge: بقیہ: [786, 510, 877, 538]
- continuation-header: [709, 970, 879, 1002]
- continuation-block: [885, 151, 1055, 386]
- continuation-number: 31: [535, 290, 610, 318]
- baqiya-badge: بقیہ: [786, 1255, 877, 1283]
- news-column: [706, 24, 882, 2554]
- continuation-block: [709, 1363, 879, 1429]
- baqiya-badge: بقیہ: [434, 1105, 525, 1133]
- baqiya-badge: بقیہ: [786, 113, 877, 141]
- article-text: ایف بی آر نے ٹیکس نیٹ بڑھانے کے لیے نئی حکمت عملی تیار کر لی ہے۔ چیئرمین ایف بی آر نے کہا کہ ٹیکس چوری روکنے کے لیے ٹیکنالوجی کا استعمال کیا جائے گا۔ انہوں نے کہا کہ ریٹیلرز کو ٹیکس نیٹ میں لانے کے لیے رجسٹریشن مہم جاری ہے۔ نان فائلرز کے خلاف کارروائی کا آغاز کر دیا گیا ہے۔ ٹیکس دہندگان کو سہولیات فراہم کرنے کے لیے آن لائن نظام کو بہتر بنایا جا رہا ہے۔ ایف بی آر حکام نے بتایا کہ رواں مالی سال کے ہدف کا حصول یقینی بنایا جائے گا۔ اس سلسلے میں تمام علاقائی دفاتر کو ہدایات جاری کر دی گئی ہیں۔: [885, 1369, 1055, 1540]
- continuation-number: 62: [7, 1057, 82, 1085]
- continuation-number: 26: [711, 972, 786, 1000]
- continuation-block: [709, 1600, 879, 1689]
- column-divider: [354, 24, 355, 2554]
- article-text: تحریک انصاف کی جانب سے جلسے کی اجازت کے لیے درخواست دائر کی گئی۔ ضلعی انتظامیہ نے سیکیورٹی خدشات کے باعث اجازت دینے سے انکار کر دیا۔ پارٹی رہنماؤں نے فیصلے کو عدالت میں چیلنج کرنے کا اعلان کیا۔ انہوں نے کہا کہ پرامن احتجاج ہر شہری کا آئینی حق ہے۔: [533, 324, 703, 416]
- article-text: وزارت خارجہ کے ترجمان نے ہفتہ وار بریفنگ میں کہا کہ پاکستان تمام ہمسایہ ممالک کے ساتھ پرامن تعلقات کا خواہاں ہے۔ انہوں نے کہا کہ خطے میں امن و استحکام کے لیے پاکستان کا کردار نمایاں ہے اور عالمی برادری اس کا اعتراف کرتی ہے۔ ترجمان نے کہا کہ افغانستان کے ساتھ سرحدی معاملات پر بات چیت جاری ہے۔ انہوں نے کہا کہ مسئلہ کشمیر کے حل کے بغیر خطے میں پائیدار امن ممکن نہیں۔ ترجمان نے غزہ کی صورتحال پر تشویش کا اظہار کیا اور فوری جنگ بندی کا مطالبہ کیا۔: [1061, 356, 1231, 527]
- continuation-header: [709, 111, 879, 143]
- continuation-number: 09: [1063, 538, 1138, 566]
- article-text: پنجاب حکومت نے کسان کارڈ اسکیم کے تحت کاشتکاروں کو سہولیات فراہم کرنے کا فیصلہ کیا ہے۔ وزیر زراعت نے کہا کہ کسانوں کو کھاد اور بیج رعایتی نرخوں پر فراہم کیے جائیں گے۔ انہوں نے کہا کہ زرعی شعبے کی ترقی ملکی معیشت کے لیے ناگزیر ہے۔ جدید زرعی آلات کی فراہمی کے لیے بھی پروگرام شروع کیا جا رہا ہے۔: [181, 734, 351, 852]
- continuation-block: [1237, 24, 1407, 431]
- continuation-header: [1061, 536, 1231, 568]
- baqiya-badge: بقیہ: [962, 872, 1053, 900]
- article-text: کراچی میں امن و امان کی صورتحال پر اجلاس منعقد ہوا۔ آئی جی سندھ نے بتایا کہ اسٹریٹ کرائمز میں کمی آئی ہے اور جرائم پیشہ عناصر کے خلاف کارروائیاں جاری ہیں۔ وزیراعلیٰ سندھ نے پولیس کو ہدایت کی کہ شہریوں کے جان و مال کے تحفظ کو یقینی بنایا جائے۔ اجلاس میں سیف سٹی منصوبے پر بھی بریفنگ دی گئی۔ انہوں نے کہا کہ کچے کے علاقے میں ڈاکوؤں کے خلاف آپریشن تیز کیا جائے گا۔ رینجرز اور پولیس مشترکہ کارروائیاں کر رہی ہیں۔: [885, 906, 1055, 1064]
- header-rule: [0, 20, 1410, 22]
- continuation-header: [533, 125, 703, 157]
- continuation-block: [357, 627, 527, 809]
- continuation-block: [181, 1108, 351, 1197]
- article-text: عید الاضحیٰ کی تیاریاں شروع ہو گئی ہیں۔ مویشی منڈیوں کے قیام کے لیے جگہوں کا تعین کر لیا گیا ہے۔ 10 اور 11 مقامات پر منڈیاں لگائی جائیں گی۔: [181, 1144, 352, 1196]
- continuation-number: 08: [1063, 321, 1138, 349]
- continuation-number: 04: [1239, 886, 1314, 914]
- continuation-header: [5, 301, 175, 333]
- baqiya-badge: بقیہ: [258, 863, 349, 891]
